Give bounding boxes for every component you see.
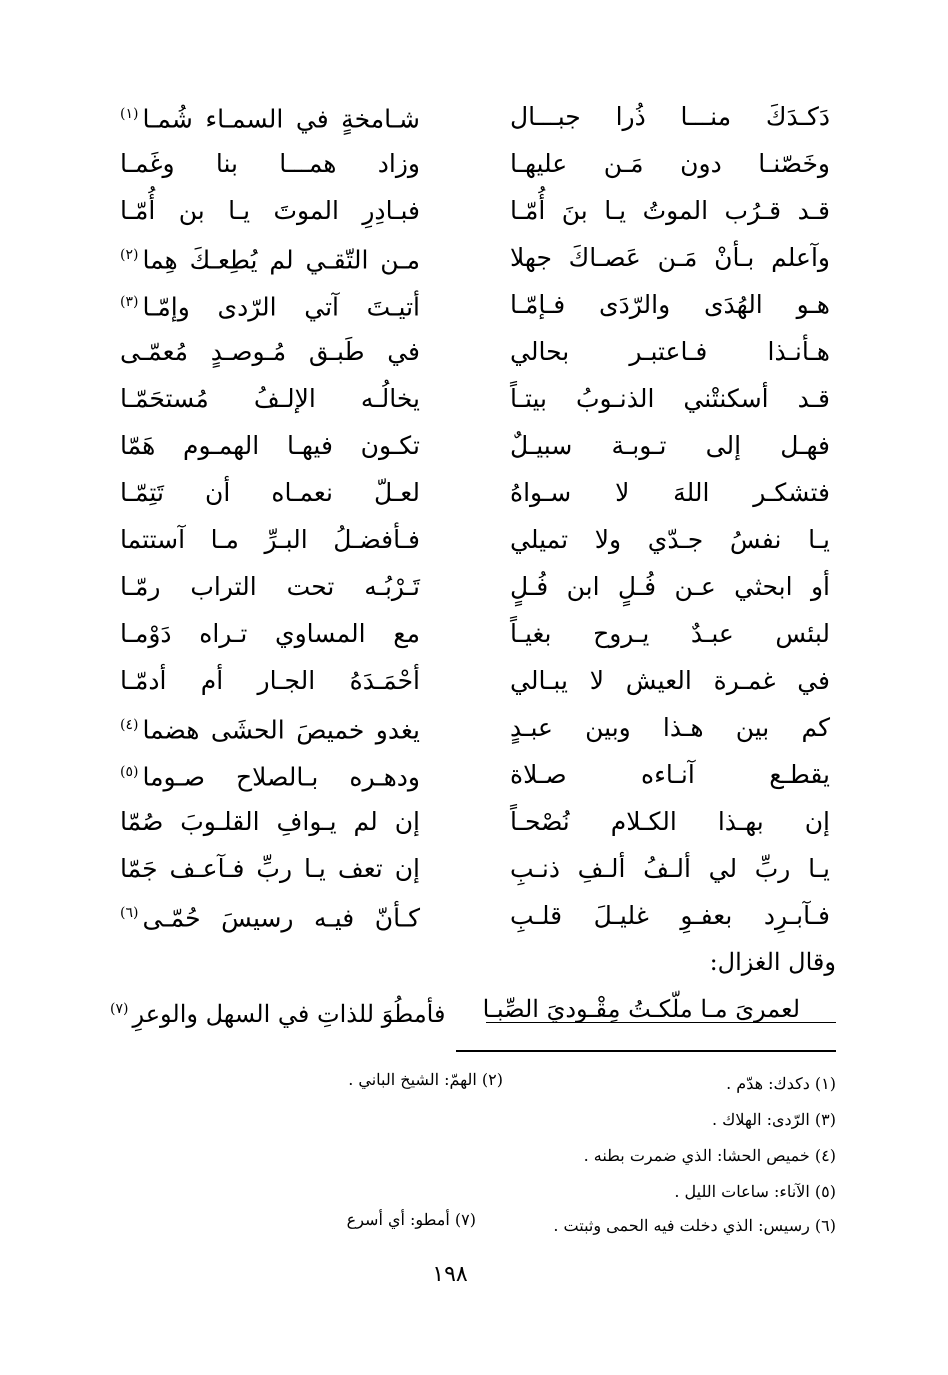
second-hemistich: مع المساوي تـراه دَوْمـا: [120, 619, 420, 648]
final-verse: [80, 984, 880, 1034]
verse-line: [80, 469, 880, 516]
first-hemistich: وآعلم بـأنْ مَـن عَصـاكَ جهلا: [510, 243, 830, 272]
second-hemistich: [120, 91, 420, 142]
footnote-7: (٧) أمطو: أي أسرع: [346, 1210, 476, 1229]
second-hemistich: [120, 232, 420, 283]
verse-line: [80, 798, 880, 845]
footnote-5: (٥) الآناء: ساعات الليل .: [674, 1182, 836, 1201]
hemistich-text: فأمطُوَ للذاتِ في السهل والوعرِ: [132, 1000, 446, 1028]
verse-line: [80, 234, 880, 281]
second-hemistich: تكـون فيهـا الهمـوم هَمّا: [120, 431, 420, 460]
second-hemistich: في طَبـق مُـوصـدٍ مُعمّـى: [120, 337, 420, 366]
first-hemistich: هـو الهُدَى والرّدَى فـإمّـا: [510, 290, 830, 319]
first-hemistich: قـد قـرُب الموتُ يـا بنَ أُمّـا: [510, 196, 830, 225]
first-hemistich: لعمرىَ مـا ملّكـتُ مِقْـوديَ الصِّبـا: [482, 995, 800, 1023]
footnote-ref: (١): [120, 105, 139, 122]
verse-line: [80, 516, 880, 563]
verse-line: [80, 610, 880, 657]
footnote-2: (٢) الهمّ: الشيخ الباني .: [348, 1070, 503, 1089]
first-hemistich: وخَصّنـا دون مَـن عليهـا: [510, 149, 830, 178]
footnote-3: (٣) الرّدى: الهلاك .: [711, 1110, 836, 1129]
first-hemistich: قـد أسكنتْني الذنـوبُ بيتـاً: [510, 384, 830, 413]
verse-line: [80, 93, 880, 140]
verse-line: [80, 375, 880, 422]
page-number: ١٩٨: [432, 1262, 468, 1287]
verse-line: [80, 657, 880, 704]
second-hemistich: فبـادِرِ الموتَ يـا بن أُمّـا: [120, 196, 420, 225]
second-hemistich: أحْمَـدَهُ الجـار أم أدمّـا: [120, 666, 420, 695]
footnote-1: (١) دكدك: هدّم .: [726, 1074, 836, 1093]
second-hemistich: [120, 279, 420, 330]
second-hemistich: إن تعف يـا ربِّ فـآعـف جَمّا: [120, 854, 420, 883]
first-hemistich: فـآبـرِد بعفـوِ غليـلَ قلـبِ: [510, 901, 830, 930]
second-hemistich: يخالُـه الإلـفُ مُستحَمّـا: [120, 384, 420, 413]
first-hemistich: فتشكـر اللهَ لا سـواهُ: [510, 478, 830, 507]
second-hemistich: فـأفضـلُ البـرِّ مـا آستتما: [120, 525, 420, 554]
first-hemistich: يـا نفسُ جـدّي ولا تميلي: [510, 525, 830, 554]
footnote-6: (٦) رسيس: الذي دخلت فيه الحمى وثبتت .: [553, 1216, 836, 1235]
verse-line: [80, 704, 880, 751]
second-hemistich: تَـرْبُـه تحت التراب رمّـا: [120, 572, 420, 601]
hemistich-text: شـامخةٍ في السمـاء شُمـا: [142, 104, 420, 134]
verse-line: [80, 563, 880, 610]
hemistich-underline: [486, 1022, 836, 1023]
hemistich-text: كـأنّ فيـه رسيسَ حُمّـى: [142, 903, 420, 933]
footnote-ref: (٢): [120, 246, 139, 263]
hemistich-text: مـن التّقـي لم يُطِعـكَ هِما: [142, 245, 420, 275]
first-hemistich: يـا ربِّ لي ألـفُ ألـفِ ذنـبِ: [510, 854, 830, 883]
hemistich-text: ودهـره بـالصلاح صـوما: [142, 762, 420, 792]
hemistich-text: يغدو خميصَ الحشَى هضما: [142, 715, 420, 745]
poem-intro: وقال الغزال:: [709, 948, 836, 976]
verse-line: [80, 187, 880, 234]
first-hemistich: أو ابحثي عـن فُـلٍ ابن فُـلٍ: [510, 572, 830, 601]
footnote-ref: (٦): [120, 904, 139, 921]
footnote-ref: (٧): [110, 1001, 129, 1017]
first-hemistich: إن بهـذا الكـلام نُصْحـاً: [510, 807, 830, 836]
first-hemistich: يقطـع آنـاءه صـلاة: [510, 760, 830, 789]
footnote-ref: (٥): [120, 763, 139, 780]
verse-line: [80, 422, 880, 469]
footnote-4: (٤) خميص الحشا: الذي ضمرت بطنه .: [583, 1146, 836, 1165]
first-hemistich: لبئس عبـدٌ يـروح بغيـاً: [510, 619, 830, 648]
first-hemistich: كم بين هـذا وبين عبـدٍ: [510, 713, 830, 742]
second-hemistich: [110, 984, 445, 1039]
verse-line: [80, 892, 880, 939]
footnote-ref: (٤): [120, 716, 139, 733]
verse-line: [80, 281, 880, 328]
verse-line: [80, 328, 880, 375]
second-hemistich: لعـلّ نعمـاه أن تَتِمّـا: [120, 478, 420, 507]
first-hemistich: فهـل إلى تـوبـة سبيـلٌ: [510, 431, 830, 460]
second-hemistich: إن لم يـوافِ القلـوبَ صُمّا: [120, 807, 420, 836]
first-hemistich: في غمـرة العيش لا يبـالي: [510, 666, 830, 695]
verse-line: [80, 751, 880, 798]
footnote-ref: (٣): [120, 293, 139, 310]
verse-line: [80, 845, 880, 892]
second-hemistich: [120, 749, 420, 800]
hemistich-text: أتيـتَ آتي الرّدى وإمّـا: [142, 292, 420, 322]
second-hemistich: [120, 890, 420, 941]
first-hemistich: هـأنـذا فـاعتبـر بحالي: [510, 337, 830, 366]
footnote-separator: [456, 1050, 836, 1052]
first-hemistich: دَكـدَكَ منـــا ذُرا جبـــال: [510, 102, 830, 131]
second-hemistich: [120, 702, 420, 753]
verse-line: [80, 140, 880, 187]
second-hemistich: وزاد همـــا بنا وغَمـا: [120, 149, 420, 178]
